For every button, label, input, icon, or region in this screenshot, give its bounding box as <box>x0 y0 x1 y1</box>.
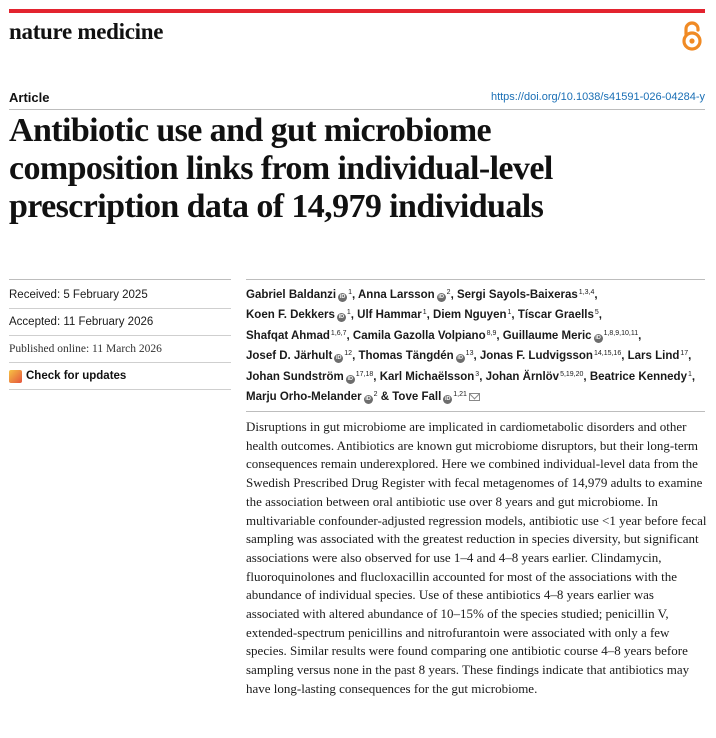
author-name: Shafqat Ahmad <box>246 329 330 342</box>
author-name: Josef D. Järhult <box>246 350 333 363</box>
title-line: Antibiotic use and gut microbiome <box>9 112 492 149</box>
author-name: Johan Ärnlöv <box>485 370 560 383</box>
author[interactable] <box>358 289 451 301</box>
affiliation-number: 3 <box>475 370 480 378</box>
author-name: Ulf Hammar <box>357 309 422 322</box>
author-name: Sergi Sayols-Baixeras <box>456 289 578 301</box>
author[interactable] <box>246 350 352 362</box>
brand-bar <box>9 9 705 13</box>
affiliation-number: 5 <box>594 309 599 317</box>
header-divider <box>9 109 705 110</box>
orcid-icon[interactable]: iD <box>595 334 601 341</box>
affiliation-number: 14,15,16 <box>593 350 622 358</box>
article-title <box>9 112 699 226</box>
email-icon[interactable] <box>469 393 480 401</box>
title-line: prescription data of 14,979 individuals <box>9 188 544 225</box>
author[interactable] <box>457 289 594 301</box>
affiliation-number: 13 <box>465 350 474 358</box>
affiliation-number: 1,8,9,10,11 <box>603 329 639 337</box>
author[interactable] <box>392 391 480 403</box>
dates-top-divider <box>9 279 231 280</box>
affiliation-number: 17 <box>680 350 689 358</box>
affiliation-number: 12 <box>344 350 353 358</box>
affiliation-number: 8,9 <box>486 329 497 337</box>
affiliation-number: 5,19,20 <box>560 370 584 378</box>
author-name: Guillaume Meric <box>502 329 592 342</box>
check-for-updates-label: Check for updates <box>26 370 127 382</box>
abstract-top-divider <box>246 411 705 412</box>
orcid-icon[interactable]: iD <box>347 375 354 382</box>
author-name: Johan Sundström <box>246 370 344 383</box>
author-name: Gabriel Baldanzi <box>246 289 337 301</box>
orcid-icon[interactable]: iD <box>457 355 463 362</box>
author-name: Thomas Tängdén <box>358 350 454 363</box>
title-line: composition links from individual-level <box>9 150 553 187</box>
author-name: Tove Fall <box>392 391 442 404</box>
affiliation-number: 2 <box>446 289 451 296</box>
author-name: Camila Gazolla Volpiano <box>352 329 486 342</box>
author[interactable] <box>353 330 496 342</box>
affiliation-number: 17,18 <box>355 370 374 378</box>
author-name: Diem Nguyen <box>433 309 507 322</box>
author[interactable] <box>380 371 480 383</box>
orcid-icon[interactable]: iD <box>445 396 451 403</box>
author[interactable] <box>628 350 689 362</box>
orcid-icon[interactable]: iD <box>339 294 346 300</box>
received-date: Received: 5 February 2025 <box>9 282 231 309</box>
accepted-date: Accepted: 11 February 2026 <box>9 309 231 336</box>
publication-dates <box>9 282 231 390</box>
orcid-icon[interactable]: iD <box>438 294 444 300</box>
affiliation-number: 1 <box>346 309 351 317</box>
affiliation-number: 1,3,4 <box>578 289 595 296</box>
affiliation-number: 1 <box>687 370 692 378</box>
author[interactable] <box>246 371 373 383</box>
author[interactable] <box>590 371 692 383</box>
journal-name[interactable]: nature medicine <box>9 19 164 44</box>
check-for-updates-icon <box>9 370 22 383</box>
author[interactable] <box>246 309 351 321</box>
author[interactable] <box>358 350 473 362</box>
affiliation-number: 1 <box>507 309 512 317</box>
author-name: Tíscar Graells <box>517 309 594 322</box>
author-name: Jonas F. Ludvigsson <box>479 350 593 363</box>
doi-link[interactable]: https://doi.org/10.1038/s41591-026-04284-y <box>490 91 705 103</box>
author-name: Koen F. Dekkers <box>246 309 335 322</box>
author[interactable] <box>357 309 426 321</box>
published-date: Published online: 11 March 2026 <box>9 336 231 363</box>
author[interactable] <box>480 350 621 362</box>
orcid-icon[interactable]: iD <box>365 396 371 403</box>
author[interactable] <box>433 309 511 321</box>
check-for-updates-button[interactable] <box>9 363 231 390</box>
author[interactable] <box>518 309 599 321</box>
authors-top-divider <box>246 279 705 280</box>
author[interactable] <box>246 289 352 301</box>
affiliation-number: 1 <box>422 309 427 317</box>
author-name: Lars Lind <box>627 350 680 363</box>
author[interactable] <box>246 391 378 403</box>
article-type: Article <box>9 90 50 105</box>
author[interactable] <box>246 330 347 342</box>
affiliation-number: 1,6,7 <box>330 329 347 337</box>
open-access-lock-icon <box>680 20 704 52</box>
orcid-icon[interactable]: iD <box>336 355 342 362</box>
orcid-icon[interactable]: iD <box>338 314 345 321</box>
affiliation-number: 2 <box>373 391 378 399</box>
abstract: Disruptions in gut microbiome are implicated in cardiometabolic disorders and other health outcomes. Antibiotics are known gut microbiome disruptors, but their long-term consequences remain underexplored. Here we combined individual-level data from the Swedish Prescribed Drug Register with fecal metagenomes of 14,979 adults to examine the association between oral antibiotic use over 8 years and gut microbiome. In multivariable confounder-adjusted regression models, antibiotic use <1 year before fecal sampling was associated with the greatest reduction in species diversity, but significant associations were also observed for use 1–4 and 4–8 years earlier. Clindamycin, fluoroquinolones and flucloxacillin accounted for most of the associations with the abundance of individual species. Use of these antibiotics 4–8 years earlier was associated with altered abundance of 10–15% of the species studied; penicillin V, extended-spectrum penicillins and nitrofurantoin were associated with only a few species. Similar results were found comparing one antibiotic course 4–8 years before sampling versus none in the past 8 years. These findings indicate that antibiotics may have long-lasting consequences for the gut microbiome. <box>246 419 707 696</box>
author[interactable] <box>503 330 638 342</box>
affiliation-number: 1,21 <box>453 391 467 399</box>
author-name: Beatrice Kennedy <box>589 370 687 383</box>
author-list: Gabriel Baldanzi $iD^1$, Anna Larsson $iD^2$, Sergi Sayols-Baixeras$^{1,3,4}$, Koen F. Dekkers $iD^1$, Ulf Hammar$^1$, Diem Nguyen$^1$, Tíscar Graells$^5$, Shafqat Ahmad$^{1,6,7}$, Camila Gazolla Volpiano$^{8,9}$, Guillaume Meric iD$^{1,8,9,10,11}$, Josef D. Järhult $iD^{12}$, Thomas Tängdén $iD^{13}$, Jonas F. Ludvigsson$^{14,15,16}$, Lars Lind$^{17}$, Johan Sundström iD$^{17,18}$, Karl Michaëlsson$^3$, Johan Ärnlöv$^{5,19,20}$, Beatrice Kennedy$^1$, Marju Orho-Melander $iD^2$ & Tove Fall iD$^{1,21}$ <box>246 289 696 404</box>
author-name: Anna Larsson <box>357 289 435 301</box>
affiliation-number: 1 <box>348 289 353 296</box>
author-name: Marju Orho-Melander <box>246 391 362 404</box>
author[interactable] <box>486 371 584 383</box>
author-name: Karl Michaëlsson <box>379 370 475 383</box>
